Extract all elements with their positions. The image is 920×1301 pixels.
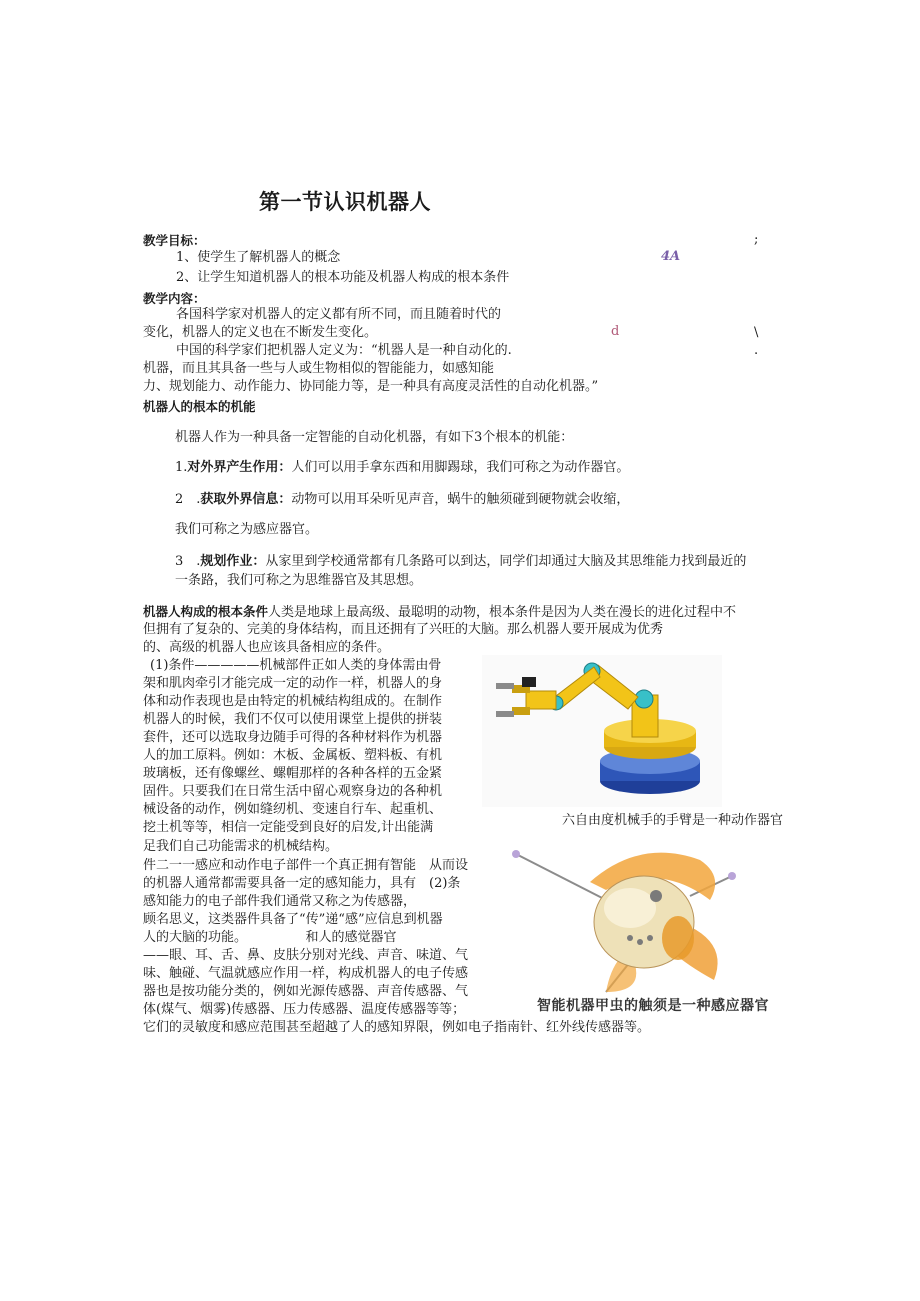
conditions-line-3: 的、高级的机器人也应该具备相应的条件。 bbox=[143, 640, 391, 655]
conditions-line-1 bbox=[143, 603, 736, 622]
sensor-line: 器也是按功能分类的，例如光源传感器、声音传感器、气 bbox=[143, 984, 469, 999]
mech-line: 械设备的动作，例如缝纫机、变速自行车、起重机、 bbox=[143, 802, 443, 817]
sensor-line: 的机器人通常都需要具备一定的感知能力，具有 (2)条 bbox=[143, 876, 461, 891]
objectives-heading: 教学目标： bbox=[143, 233, 206, 248]
mech-line: 玻璃板，还有像螺丝、螺帽那样的各种各样的五金紧 bbox=[143, 766, 443, 781]
sensor-line: 人的大脑的功能。 和人的感觉器官 bbox=[143, 930, 397, 945]
mech-line: 挖土机等等，相信一定能受到良好的启发,计出能满 bbox=[143, 820, 434, 835]
mark-backslash: \ bbox=[754, 325, 759, 340]
sensor-line: 它们的灵敏度和感应范围甚至超越了人的感知界限，例如电子指南针、红外线传感器等。 bbox=[143, 1020, 651, 1035]
conditions-heading: 机器人构成的根本条件 bbox=[143, 604, 269, 619]
function-1-number: 1. bbox=[175, 460, 188, 475]
sensor-line: 件二一一感应和动作电子部件一个真正拥有智能 从而设 bbox=[143, 858, 469, 873]
mech-line: 人的加工原料。例如：木板、金属板、塑料板、有机 bbox=[143, 748, 443, 763]
function-item-1 bbox=[175, 459, 629, 477]
function-2-continuation: 我们可称之为感应器官。 bbox=[175, 522, 319, 537]
robot-beetle-image bbox=[510, 842, 750, 994]
sensor-line: 味、触碰、气温就感应作用一样，构成机器人的电子传感 bbox=[143, 966, 469, 981]
page-title: 第一节认识机器人 bbox=[259, 190, 431, 214]
mech-line: 足我们自己功能需求的机械结构。 bbox=[143, 839, 339, 854]
sensor-line: 顾名思义，这类器件具备了“传”递“感”应信息到机器 bbox=[143, 912, 443, 927]
conditions-text-1: 人类是地球上最高级、最聪明的动物，根本条件是因为人类在漫长的进化过程中不 bbox=[268, 605, 737, 620]
function-3-number: 3 . bbox=[175, 554, 201, 569]
mech-line: 套件，还可以选取身边随手可得的各种材料作为机器 bbox=[143, 730, 443, 745]
functions-heading: 机器人的根本的机能 bbox=[143, 399, 256, 414]
function-2-number: 2 . bbox=[175, 492, 201, 507]
mech-line: 架和肌肉牵引才能完成一定的动作一样，机器人的身 bbox=[143, 676, 443, 691]
content-line-1: 各国科学家对机器人的定义都有所不同，而且随着时代的 bbox=[176, 307, 502, 322]
content-heading: 教学内容： bbox=[143, 291, 206, 306]
sensor-line: 体(煤气、烟雾)传感器、压力传感器、温度传感器等等； bbox=[143, 1002, 466, 1017]
mark-dot: . bbox=[754, 343, 759, 358]
sensor-line: ——眼、耳、舌、鼻、皮肤分别对光线、声音、味道、气 bbox=[143, 948, 469, 963]
content-line-3: 中国的科学家们把机器人定义为：“机器人是一种自动化的. bbox=[176, 343, 512, 358]
mech-line: 体和动作表现也是由特定的机械结构组成的。在制作 bbox=[143, 694, 443, 709]
objective-1: 1、使学生了解机器人的概念 bbox=[176, 250, 341, 265]
content-line-2: 变化，机器人的定义也在不断发生变化。 bbox=[143, 325, 378, 340]
function-item-2 bbox=[175, 491, 629, 509]
caption-robot-beetle: 智能机器甲虫的触须是一种感应器官 bbox=[537, 998, 769, 1014]
mark-d: d bbox=[611, 324, 620, 339]
function-3-text: 从家里到学校通常都有几条路可以到达，同学们却通过大脑及其思维能力找到最近的 bbox=[265, 554, 747, 569]
mark-4a: 4A bbox=[661, 249, 681, 264]
mech-line: 固件。只要我们在日常生活中留心观察身边的各种机 bbox=[143, 784, 443, 799]
mech-line: (1)条件—————机械部件正如人类的身体需由骨 bbox=[150, 658, 442, 673]
objectives-mark: ; bbox=[754, 232, 759, 247]
caption-robot-arm: 六自由度机械手的手臂是一种动作器官 bbox=[562, 813, 784, 828]
objective-2: 2、让学生知道机器人的根本功能及机器人构成的根本条件 bbox=[176, 270, 510, 285]
content-line-5: 力、规划能力、动作能力、协同能力等，是一种具有高度灵活性的自动化机器。” bbox=[143, 379, 599, 394]
mech-line: 机器人的时候，我们不仅可以使用课堂上提供的拼装 bbox=[143, 712, 443, 727]
function-1-text: 人们可以用手拿东西和用脚踢球，我们可称之为动作器官。 bbox=[291, 460, 630, 475]
robot-arm-image bbox=[482, 655, 722, 807]
function-2-text: 动物可以用耳朵听见声音，蜗牛的触须碰到硬物就会收缩， bbox=[291, 492, 630, 507]
function-3-title: 规划作业： bbox=[200, 554, 266, 569]
content-line-4: 机器，而且其具备一些与人或生物相似的智能能力，如感知能 bbox=[143, 361, 495, 376]
function-item-3 bbox=[175, 553, 746, 571]
function-3-continuation: 一条路，我们可称之为思维器官及其思想。 bbox=[175, 573, 423, 588]
conditions-line-2: 但拥有了复杂的、完美的身体结构，而且还拥有了兴旺的大脑。那么机器人要开展成为优秀 bbox=[143, 622, 664, 637]
function-2-title: 获取外界信息： bbox=[200, 492, 292, 507]
function-1-title: 对外界产生作用： bbox=[187, 460, 292, 475]
functions-intro: 机器人作为一种具备一定智能的自动化机器，有如下3个根本的机能： bbox=[175, 430, 574, 445]
sensor-line: 感知能力的电子部件我们通常又称之为传感器， bbox=[143, 894, 417, 909]
